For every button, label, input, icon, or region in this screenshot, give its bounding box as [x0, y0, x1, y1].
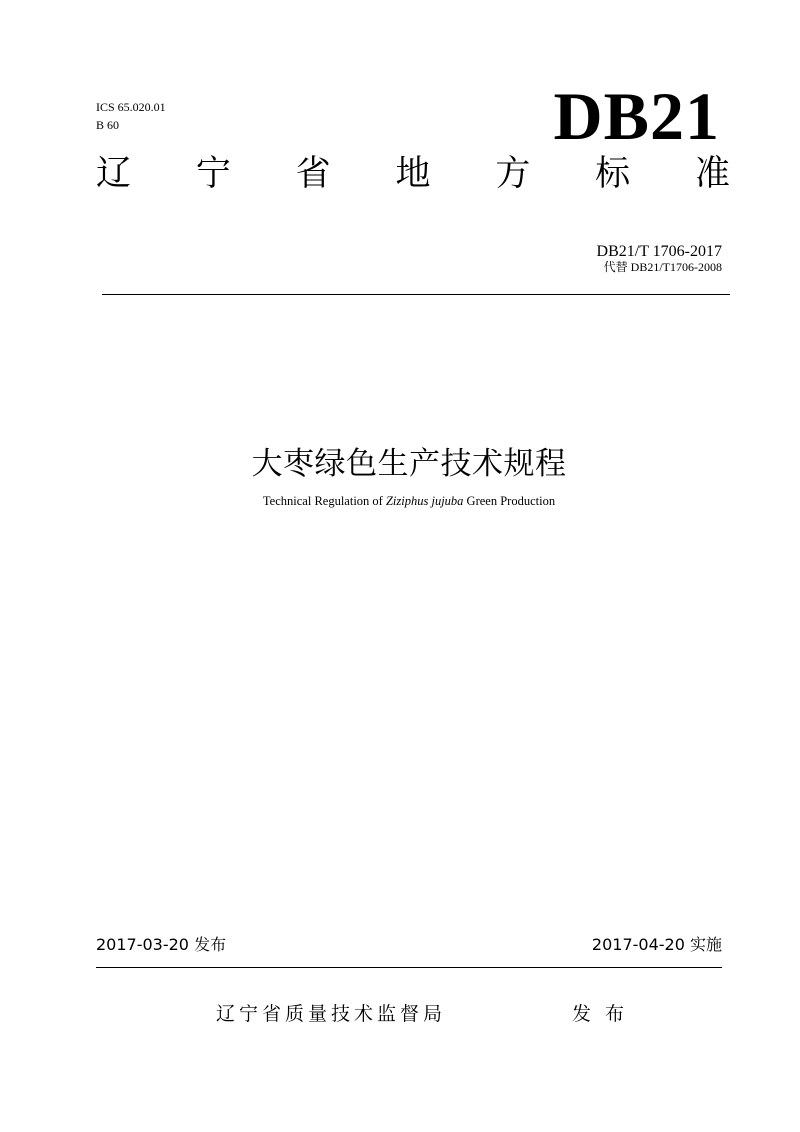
standard-type-char: 标 [595, 154, 631, 194]
footer-divider [96, 967, 722, 968]
ccs-code: B 60 [96, 118, 120, 132]
standard-type-title [96, 152, 730, 196]
english-title-prefix: Technical Regulation of [262, 494, 386, 508]
document-title: 大枣绿色生产技术规程 [251, 446, 567, 482]
standard-number-block [597, 243, 722, 275]
standard-number: DB21/T 1706-2017 [596, 243, 722, 260]
standard-type-char: 宁 [195, 154, 231, 194]
implementation-date: 2017-04-20 实施 [591, 935, 722, 954]
header-divider [102, 294, 730, 295]
english-title-suffix: Green Production [463, 494, 556, 508]
issue-date: 2017-03-20 发布 [96, 935, 227, 954]
classification-codes [96, 98, 166, 134]
english-title-species: Ziziphus jujuba [385, 494, 464, 508]
standard-type-char: 地 [395, 154, 431, 194]
ics-code: ICS 65.020.01 [96, 100, 166, 114]
document-english-title [0, 494, 800, 509]
standard-type-char: 辽 [96, 154, 132, 194]
standard-type-char: 方 [495, 154, 531, 194]
replaces-standard: 代替 DB21/T1706-2008 [603, 260, 722, 275]
standard-code-logo: DB21 [553, 78, 720, 154]
standard-type-char: 准 [694, 154, 730, 194]
standard-type-char: 省 [295, 154, 331, 194]
publish-label: 发 布 [572, 1003, 625, 1025]
issuing-authority: 辽宁省质量技术监督局 [216, 1003, 447, 1025]
